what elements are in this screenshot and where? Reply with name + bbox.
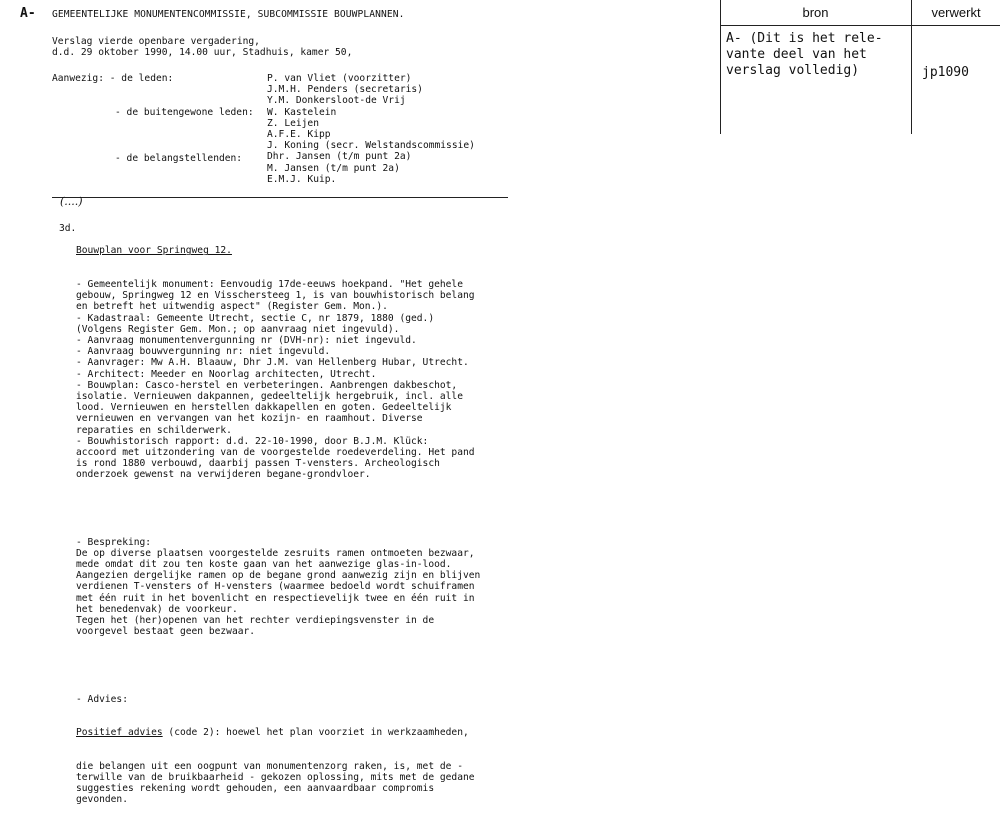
advice-label: - Advies: — [76, 693, 128, 705]
advice-verdict: Positief advies — [76, 727, 163, 739]
attendance-names: P. van Vliet (voorzitter) J.M.H. Penders (secretaris) Y.M. Donkersloot-de Vrij W. Kastelein Z. Leijen A.F.E. Kipp J. Koning (secr. Welstandscommissie) Dhr. Jansen (t/m punt 2a) M. Jansen (t/m punt 2a) E.M.J. Kuip. — [267, 73, 475, 185]
item-body-discussion: - Bespreking: De op diverse plaatsen voorgestelde zesruits ramen ontmoeten bezwaar, mede omdat dit zou ten koste gaan van het aanwezige glas-in-lood. Aangezien dergelijke ramen op de begane grond aanwezig zijn en blijven verdienen T-vensters of H-vensters (waarmee bedoeld wordt schuiframen met één ruit in het bovenlicht en respectievelijk twee en één ruit in het benedenvak) de voorkeur. Tegen het (her)openen van het rechter verdiepingsvenster in de voorgevel bestaat geen bezwaar. — [76, 536, 481, 638]
advice-first-line — [76, 727, 480, 738]
item-number: 3d. — [59, 223, 77, 234]
column-header-verwerkt: verwerkt — [912, 0, 1000, 26]
meeting-intro: Verslag vierde openbare vergadering, d.d. 29 oktober 1990, 14.00 uur, Stadhuis, kamer 50, — [52, 36, 353, 59]
omission-mark: (....) — [60, 195, 83, 208]
attendance-label-members: Aanwezig: - de leden: — [52, 73, 174, 84]
document-title: GEMEENTELIJKE MONUMENTENCOMMISSIE, SUBCOMMISSIE BOUWPLANNEN. — [52, 9, 405, 20]
attendance-label-extra: - de buitengewone leden: — [115, 107, 254, 118]
column-header-bron: bron — [720, 0, 911, 26]
attendance-label-interested: - de belangstellenden: — [115, 153, 243, 164]
advice-text: die belangen uit een oogpunt van monumentenzorg raken, is, met de - terwille van de bruikbaarheid - gekozen oplossing, mits met de gedane suggesties rekening wordt gehouden, een aanvaardbaar compromis gevonden. — [76, 760, 475, 806]
item-body-details: - Gemeentelijk monument: Eenvoudig 17de-eeuws hoekpand. "Het gehele gebouw, Springweg 12 en Visschersteeg 1, is van bouwhistorisch belang en betreft het uitwendig aspect" (Register Gem. Mon.). - Kadastraal: Gemeente Utrecht, sectie C, nr 1879, 1880 (ged.) (Volgens Register Gem. Mon.; op aanvraag niet ingevuld). - Aanvraag monumentenvergunning nr (DVH-nr): niet ingevuld. - Aanvraag bouwvergunning nr: niet ingevuld. - Aanvrager: Mw A.H. Blaauw, Dhr J.M. van Hellenberg Hubar, Utrecht. - Architect: Meeder en Noorlag architecten, Utrecht. - Bouwplan: Casco-herstel en verbeteringen. Aanbrengen dakbeschot, isolatie. Vernieuwen dakpannen, gedeeltelijk hergebruik, incl. alle lood. Vernieuwen en herstellen dakkapellen en goten. Gedeeltelijk vernieuwen en vervangen van het kozijn- en raamhout. Diverse reparaties en schilderwerk. - Bouwhistorisch rapport: d.d. 22-10-1990, door B.J.M. Klück: accoord met uitzondering van de voorgestelde roedeverdeling. Het pand is rond 1880 verbouwd, daarbij passen T-vensters. Archeologisch onderzoek gewenst na verwijderen begane-grondvloer. — [76, 279, 475, 481]
agenda-item — [76, 223, 480, 828]
advice-first-rest: (code 2): hoewel het plan voorziet in werkzaamheden, — [162, 727, 469, 739]
source-table — [720, 0, 1000, 134]
item-heading: Bouwplan voor Springweg 12. — [76, 245, 232, 257]
bron-cell: A- (Dit is het rele- vante deel van het verslag volledig) — [726, 31, 883, 78]
section-marker: A- — [20, 6, 36, 21]
verwerkt-cell: jp1090 — [922, 65, 969, 80]
separator-line — [52, 197, 508, 198]
